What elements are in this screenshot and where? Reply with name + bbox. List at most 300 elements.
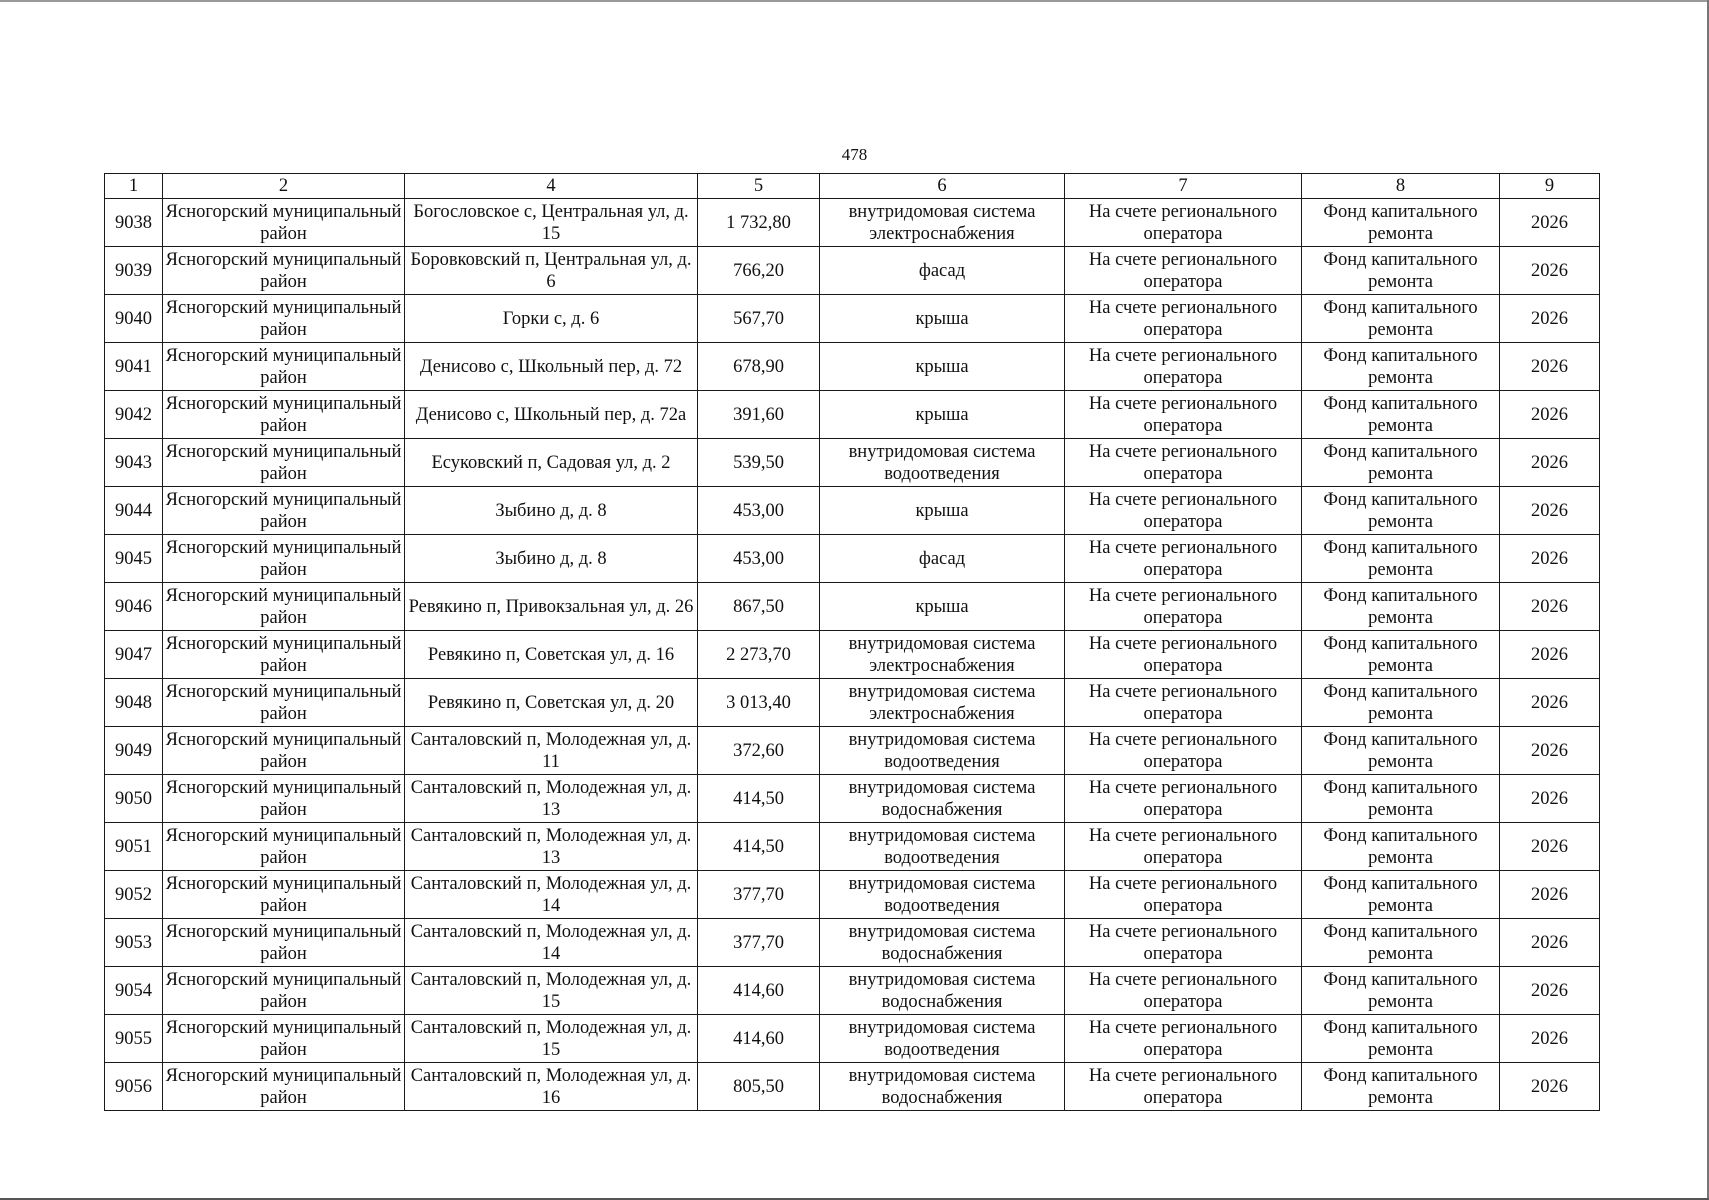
funding-source-cell-text: Фонд капитального ремонта — [1323, 633, 1478, 676]
area-cell-text: 414,50 — [733, 788, 784, 809]
year-cell — [1500, 967, 1600, 1015]
year-cell-text: 2026 — [1531, 884, 1568, 905]
district-cell — [163, 631, 405, 679]
district-cell — [163, 199, 405, 247]
funding-source-cell-text: Фонд капитального ремонта — [1323, 489, 1478, 532]
area-cell-text: 391,60 — [733, 404, 784, 425]
funding-source-cell-text: Фонд капитального ремонта — [1323, 345, 1478, 388]
area-cell — [698, 583, 820, 631]
fund-account-cell-text: На счете регионального оператора — [1088, 345, 1278, 388]
address-cell — [405, 679, 698, 727]
address-cell-text: Горки с, д. 6 — [502, 308, 600, 329]
funding-source-cell-text: Фонд капитального ремонта — [1323, 1017, 1478, 1060]
structural-element-cell — [820, 871, 1065, 919]
structural-element-cell — [820, 535, 1065, 583]
year-cell-text: 2026 — [1531, 596, 1568, 617]
funding-source-cell — [1302, 631, 1500, 679]
row-number-cell — [105, 823, 163, 871]
area-cell-text: 453,00 — [733, 548, 784, 569]
table-row — [105, 919, 1600, 967]
year-cell-text: 2026 — [1531, 740, 1568, 761]
table-row — [105, 343, 1600, 391]
row-number-cell-text: 9050 — [115, 788, 152, 809]
funding-source-cell — [1302, 1015, 1500, 1063]
funding-source-cell — [1302, 247, 1500, 295]
year-cell — [1500, 919, 1600, 967]
district-cell — [163, 487, 405, 535]
district-cell — [163, 1015, 405, 1063]
area-cell — [698, 823, 820, 871]
district-cell — [163, 1063, 405, 1111]
column-header: 6 — [820, 174, 1065, 199]
row-number-cell-text: 9051 — [115, 836, 152, 857]
funding-source-cell — [1302, 1063, 1500, 1111]
address-cell-text: Богословское с, Центральная ул, д. 15 — [413, 201, 689, 244]
table-row — [105, 1063, 1600, 1111]
district-cell-text: Ясногорский муниципальный район — [165, 681, 402, 724]
area-cell-text: 867,50 — [733, 596, 784, 617]
table-row — [105, 391, 1600, 439]
district-cell-text: Ясногорский муниципальный район — [165, 633, 402, 676]
funding-source-cell-text: Фонд капитального ремонта — [1323, 585, 1478, 628]
area-cell-text: 377,70 — [733, 884, 784, 905]
table-row — [105, 439, 1600, 487]
area-cell — [698, 1015, 820, 1063]
area-cell-text: 377,70 — [733, 932, 784, 953]
fund-account-cell — [1065, 1063, 1302, 1111]
year-cell-text: 2026 — [1531, 932, 1568, 953]
year-cell-text: 2026 — [1531, 980, 1568, 1001]
fund-account-cell — [1065, 967, 1302, 1015]
table-row — [105, 247, 1600, 295]
address-cell-text: Санталовский п, Молодежная ул, д. 13 — [410, 825, 692, 868]
year-cell — [1500, 871, 1600, 919]
funding-source-cell-text: Фонд капитального ремонта — [1323, 825, 1478, 868]
funding-source-cell-text: Фонд капитального ремонта — [1323, 201, 1478, 244]
column-header: 1 — [105, 174, 163, 199]
fund-account-cell-text: На счете регионального оператора — [1088, 441, 1278, 484]
funding-source-cell-text: Фонд капитального ремонта — [1323, 441, 1478, 484]
row-number-cell — [105, 631, 163, 679]
structural-element-cell-text: внутридомовая система водоотведения — [848, 1017, 1036, 1060]
year-cell — [1500, 1063, 1600, 1111]
row-number-cell — [105, 727, 163, 775]
fund-account-cell-text: На счете регионального оператора — [1088, 825, 1278, 868]
row-number-cell-text: 9046 — [115, 596, 152, 617]
year-cell-text: 2026 — [1531, 644, 1568, 665]
fund-account-cell-text: На счете регионального оператора — [1088, 297, 1278, 340]
funding-source-cell-text: Фонд капитального ремонта — [1323, 969, 1478, 1012]
funding-source-cell — [1302, 727, 1500, 775]
funding-source-cell-text: Фонд капитального ремонта — [1323, 393, 1478, 436]
fund-account-cell — [1065, 583, 1302, 631]
address-cell-text: Санталовский п, Молодежная ул, д. 15 — [410, 969, 692, 1012]
funding-source-cell — [1302, 679, 1500, 727]
address-cell — [405, 775, 698, 823]
structural-element-cell-text: внутридомовая система водоотведения — [848, 873, 1036, 916]
address-cell-text: Санталовский п, Молодежная ул, д. 16 — [410, 1065, 692, 1108]
funding-source-cell — [1302, 871, 1500, 919]
year-cell — [1500, 1015, 1600, 1063]
row-number-cell-text: 9043 — [115, 452, 152, 473]
structural-element-cell-text: внутридомовая система электроснабжения — [848, 633, 1036, 676]
area-cell — [698, 1063, 820, 1111]
row-number-cell — [105, 679, 163, 727]
structural-element-cell-text: фасад — [918, 548, 966, 569]
fund-account-cell-text: На счете регионального оператора — [1088, 1065, 1278, 1108]
district-cell — [163, 343, 405, 391]
district-cell-text: Ясногорский муниципальный район — [165, 1017, 402, 1060]
structural-element-cell-text: внутридомовая система электроснабжения — [848, 681, 1036, 724]
table-row — [105, 535, 1600, 583]
year-cell — [1500, 535, 1600, 583]
address-cell-text: Боровковский п, Центральная ул, д. 6 — [410, 249, 692, 292]
area-cell-text: 678,90 — [733, 356, 784, 377]
year-cell — [1500, 247, 1600, 295]
structural-element-cell — [820, 487, 1065, 535]
address-cell-text: Денисово с, Школьный пер, д. 72 — [419, 356, 683, 377]
district-cell-text: Ясногорский муниципальный район — [165, 393, 402, 436]
table-row — [105, 823, 1600, 871]
area-cell-text: 766,20 — [733, 260, 784, 281]
fund-account-cell — [1065, 295, 1302, 343]
fund-account-cell — [1065, 343, 1302, 391]
row-number-cell — [105, 439, 163, 487]
year-cell-text: 2026 — [1531, 1028, 1568, 1049]
area-cell-text: 3 013,40 — [726, 692, 791, 713]
funding-source-cell — [1302, 199, 1500, 247]
area-cell — [698, 199, 820, 247]
fund-account-cell-text: На счете регионального оператора — [1088, 729, 1278, 772]
fund-account-cell-text: На счете регионального оператора — [1088, 585, 1278, 628]
area-cell — [698, 679, 820, 727]
table-row — [105, 631, 1600, 679]
row-number-cell — [105, 391, 163, 439]
address-cell — [405, 919, 698, 967]
table-row — [105, 199, 1600, 247]
funding-source-cell — [1302, 295, 1500, 343]
structural-element-cell — [820, 1015, 1065, 1063]
district-cell-text: Ясногорский муниципальный район — [165, 585, 402, 628]
address-cell — [405, 631, 698, 679]
area-cell-text: 567,70 — [733, 308, 784, 329]
funding-source-cell — [1302, 775, 1500, 823]
structural-element-cell — [820, 247, 1065, 295]
year-cell — [1500, 391, 1600, 439]
district-cell-text: Ясногорский муниципальный район — [165, 825, 402, 868]
funding-source-cell-text: Фонд капитального ремонта — [1323, 729, 1478, 772]
fund-account-cell-text: На счете регионального оператора — [1088, 489, 1278, 532]
row-number-cell-text: 9040 — [115, 308, 152, 329]
year-cell — [1500, 775, 1600, 823]
fund-account-cell-text: На счете регионального оператора — [1088, 1017, 1278, 1060]
funding-source-cell — [1302, 391, 1500, 439]
row-number-cell — [105, 1015, 163, 1063]
year-cell-text: 2026 — [1531, 500, 1568, 521]
structural-element-cell — [820, 439, 1065, 487]
structural-element-cell-text: крыша — [915, 356, 969, 377]
year-cell-text: 2026 — [1531, 452, 1568, 473]
address-cell — [405, 295, 698, 343]
area-cell — [698, 487, 820, 535]
row-number-cell — [105, 919, 163, 967]
area-cell-text: 414,50 — [733, 836, 784, 857]
district-cell — [163, 919, 405, 967]
address-cell — [405, 1015, 698, 1063]
table-row — [105, 295, 1600, 343]
address-cell — [405, 439, 698, 487]
table-row — [105, 775, 1600, 823]
area-cell — [698, 343, 820, 391]
area-cell-text: 539,50 — [733, 452, 784, 473]
fund-account-cell — [1065, 775, 1302, 823]
fund-account-cell — [1065, 1015, 1302, 1063]
year-cell — [1500, 823, 1600, 871]
area-cell — [698, 727, 820, 775]
fund-account-cell — [1065, 871, 1302, 919]
year-cell-text: 2026 — [1531, 692, 1568, 713]
structural-element-cell — [820, 919, 1065, 967]
fund-account-cell-text: На счете регионального оператора — [1088, 249, 1278, 292]
year-cell-text: 2026 — [1531, 1076, 1568, 1097]
area-cell — [698, 631, 820, 679]
funding-source-cell-text: Фонд капитального ремонта — [1323, 921, 1478, 964]
year-cell-text: 2026 — [1531, 836, 1568, 857]
district-cell — [163, 583, 405, 631]
structural-element-cell — [820, 823, 1065, 871]
district-cell-text: Ясногорский муниципальный район — [165, 969, 402, 1012]
district-cell-text: Ясногорский муниципальный район — [165, 441, 402, 484]
row-number-cell — [105, 535, 163, 583]
row-number-cell-text: 9053 — [115, 932, 152, 953]
structural-element-cell-text: внутридомовая система водоснабжения — [848, 777, 1036, 820]
area-cell — [698, 871, 820, 919]
structural-element-cell-text: внутридомовая система водоотведения — [848, 729, 1036, 772]
fund-account-cell — [1065, 823, 1302, 871]
row-number-cell — [105, 775, 163, 823]
structural-element-cell-text: внутридомовая система водоснабжения — [848, 921, 1036, 964]
funding-source-cell — [1302, 535, 1500, 583]
row-number-cell-text: 9038 — [115, 212, 152, 233]
area-cell-text: 414,60 — [733, 1028, 784, 1049]
fund-account-cell — [1065, 391, 1302, 439]
structural-element-cell — [820, 967, 1065, 1015]
area-cell — [698, 535, 820, 583]
address-cell-text: Ревякино п, Советская ул, д. 16 — [427, 644, 675, 665]
structural-element-cell-text: внутридомовая система электроснабжения — [848, 201, 1036, 244]
funding-source-cell-text: Фонд капитального ремонта — [1323, 537, 1478, 580]
address-cell-text: Санталовский п, Молодежная ул, д. 14 — [410, 873, 692, 916]
area-cell-text: 372,60 — [733, 740, 784, 761]
column-header: 5 — [698, 174, 820, 199]
structural-element-cell — [820, 1063, 1065, 1111]
district-cell-text: Ясногорский муниципальный район — [165, 201, 402, 244]
funding-source-cell — [1302, 343, 1500, 391]
address-cell-text: Санталовский п, Молодежная ул, д. 11 — [410, 729, 692, 772]
structural-element-cell-text: фасад — [918, 260, 966, 281]
row-number-cell — [105, 967, 163, 1015]
funding-source-cell-text: Фонд капитального ремонта — [1323, 873, 1478, 916]
address-cell-text: Санталовский п, Молодежная ул, д. 15 — [410, 1017, 692, 1060]
address-cell-text: Ревякино п, Привокзальная ул, д. 26 — [408, 596, 694, 617]
district-cell-text: Ясногорский муниципальный район — [165, 1065, 402, 1108]
fund-account-cell — [1065, 535, 1302, 583]
funding-source-cell-text: Фонд капитального ремонта — [1323, 681, 1478, 724]
fund-account-cell — [1065, 247, 1302, 295]
year-cell — [1500, 679, 1600, 727]
area-cell-text: 1 732,80 — [726, 212, 791, 233]
district-cell — [163, 295, 405, 343]
structural-element-cell — [820, 775, 1065, 823]
fund-account-cell-text: На счете регионального оператора — [1088, 537, 1278, 580]
district-cell — [163, 871, 405, 919]
area-cell — [698, 391, 820, 439]
area-cell — [698, 247, 820, 295]
row-number-cell — [105, 487, 163, 535]
fund-account-cell-text: На счете регионального оператора — [1088, 969, 1278, 1012]
district-cell — [163, 391, 405, 439]
fund-account-cell-text: На счете регионального оператора — [1088, 393, 1278, 436]
district-cell-text: Ясногорский муниципальный район — [165, 537, 402, 580]
year-cell-text: 2026 — [1531, 404, 1568, 425]
structural-element-cell — [820, 631, 1065, 679]
structural-element-cell-text: крыша — [915, 308, 969, 329]
address-cell — [405, 343, 698, 391]
table-row — [105, 583, 1600, 631]
fund-account-cell — [1065, 679, 1302, 727]
area-cell — [698, 775, 820, 823]
funding-source-cell — [1302, 583, 1500, 631]
address-cell — [405, 823, 698, 871]
row-number-cell — [105, 247, 163, 295]
area-cell — [698, 919, 820, 967]
district-cell — [163, 535, 405, 583]
funding-source-cell — [1302, 823, 1500, 871]
fund-account-cell-text: На счете регионального оператора — [1088, 921, 1278, 964]
table-row — [105, 1015, 1600, 1063]
year-cell-text: 2026 — [1531, 212, 1568, 233]
address-cell — [405, 487, 698, 535]
row-number-cell — [105, 295, 163, 343]
structural-element-cell — [820, 343, 1065, 391]
row-number-cell — [105, 583, 163, 631]
row-number-cell-text: 9042 — [115, 404, 152, 425]
fund-account-cell — [1065, 727, 1302, 775]
column-header: 7 — [1065, 174, 1302, 199]
year-cell — [1500, 199, 1600, 247]
row-number-cell-text: 9056 — [115, 1076, 152, 1097]
district-cell — [163, 679, 405, 727]
row-number-cell-text: 9041 — [115, 356, 152, 377]
address-cell — [405, 1063, 698, 1111]
funding-source-cell — [1302, 439, 1500, 487]
address-cell-text: Санталовский п, Молодежная ул, д. 13 — [410, 777, 692, 820]
address-cell — [405, 535, 698, 583]
structural-element-cell-text: крыша — [915, 596, 969, 617]
structural-element-cell — [820, 391, 1065, 439]
year-cell-text: 2026 — [1531, 356, 1568, 377]
funding-source-cell — [1302, 487, 1500, 535]
address-cell-text: Денисово с, Школьный пер, д. 72а — [415, 404, 687, 425]
district-cell-text: Ясногорский муниципальный район — [165, 249, 402, 292]
district-cell-text: Ясногорский муниципальный район — [165, 729, 402, 772]
area-cell-text: 2 273,70 — [726, 644, 791, 665]
fund-account-cell-text: На счете регионального оператора — [1088, 201, 1278, 244]
address-cell-text: Зыбино д, д. 8 — [495, 500, 607, 521]
table-row — [105, 679, 1600, 727]
district-cell — [163, 967, 405, 1015]
header-row — [105, 174, 1600, 199]
year-cell — [1500, 631, 1600, 679]
column-header: 9 — [1500, 174, 1600, 199]
district-cell-text: Ясногорский муниципальный район — [165, 777, 402, 820]
address-cell-text: Ревякино п, Советская ул, д. 20 — [427, 692, 675, 713]
year-cell — [1500, 439, 1600, 487]
district-cell — [163, 247, 405, 295]
structural-element-cell-text: внутридомовая система водоснабжения — [848, 969, 1036, 1012]
funding-source-cell-text: Фонд капитального ремонта — [1323, 297, 1478, 340]
fund-account-cell — [1065, 487, 1302, 535]
area-cell — [698, 439, 820, 487]
district-cell-text: Ясногорский муниципальный район — [165, 297, 402, 340]
address-cell — [405, 247, 698, 295]
year-cell-text: 2026 — [1531, 308, 1568, 329]
row-number-cell — [105, 1063, 163, 1111]
structural-element-cell-text: крыша — [915, 500, 969, 521]
table-row — [105, 871, 1600, 919]
row-number-cell-text: 9052 — [115, 884, 152, 905]
address-cell — [405, 199, 698, 247]
address-cell — [405, 727, 698, 775]
area-cell-text: 453,00 — [733, 500, 784, 521]
table-row — [105, 727, 1600, 775]
funding-source-cell-text: Фонд капитального ремонта — [1323, 249, 1478, 292]
row-number-cell — [105, 199, 163, 247]
area-cell — [698, 967, 820, 1015]
table-row — [105, 967, 1600, 1015]
year-cell-text: 2026 — [1531, 260, 1568, 281]
address-cell-text: Зыбино д, д. 8 — [495, 548, 607, 569]
row-number-cell — [105, 871, 163, 919]
data-table — [104, 173, 1600, 1111]
structural-element-cell — [820, 727, 1065, 775]
funding-source-cell-text: Фонд капитального ремонта — [1323, 1065, 1478, 1108]
district-cell-text: Ясногорский муниципальный район — [165, 921, 402, 964]
row-number-cell-text: 9044 — [115, 500, 152, 521]
year-cell — [1500, 487, 1600, 535]
year-cell — [1500, 295, 1600, 343]
funding-source-cell-text: Фонд капитального ремонта — [1323, 777, 1478, 820]
area-cell-text: 805,50 — [733, 1076, 784, 1097]
page-number: 478 — [841, 145, 868, 164]
district-cell-text: Ясногорский муниципальный район — [165, 873, 402, 916]
row-number-cell-text: 9039 — [115, 260, 152, 281]
structural-element-cell-text: внутридомовая система водоотведения — [848, 441, 1036, 484]
fund-account-cell — [1065, 631, 1302, 679]
district-cell — [163, 775, 405, 823]
address-cell — [405, 871, 698, 919]
address-cell-text: Санталовский п, Молодежная ул, д. 14 — [410, 921, 692, 964]
address-cell — [405, 967, 698, 1015]
scan-edge-top — [0, 0, 1709, 2]
fund-account-cell-text: На счете регионального оператора — [1088, 777, 1278, 820]
row-number-cell-text: 9048 — [115, 692, 152, 713]
column-header: 4 — [405, 174, 698, 199]
column-header: 2 — [163, 174, 405, 199]
fund-account-cell-text: На счете регионального оператора — [1088, 633, 1278, 676]
structural-element-cell-text: внутридомовая система водоснабжения — [848, 1065, 1036, 1108]
table-header — [105, 174, 1600, 199]
